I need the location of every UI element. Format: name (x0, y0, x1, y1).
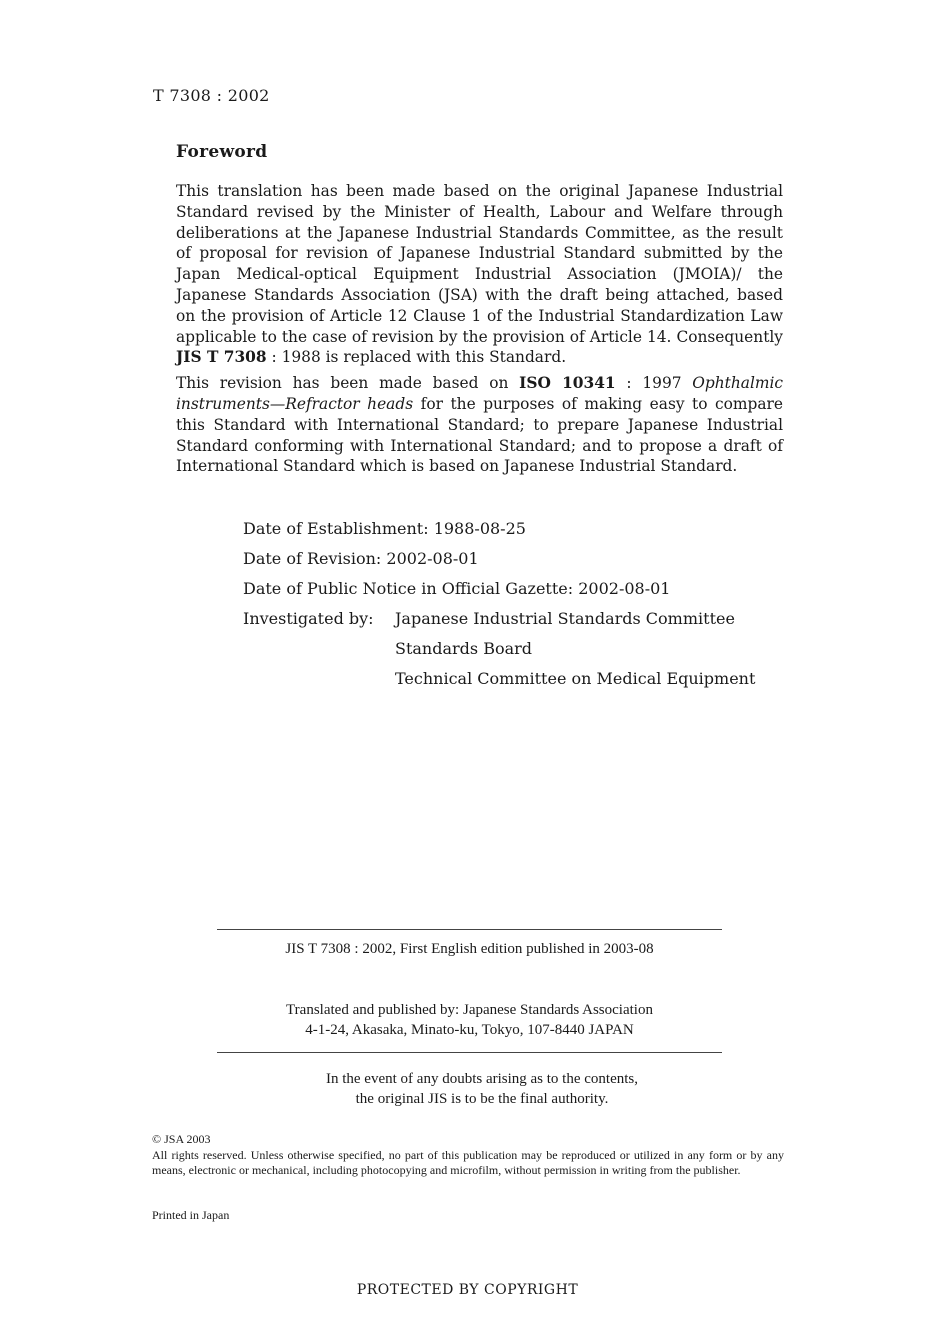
dates-block (243, 514, 755, 694)
standard-reference: JIS T 7308 (176, 348, 267, 367)
date-of-revision: Date of Revision: 2002-08-01 (243, 549, 479, 568)
paragraph-text: : 1988 is replaced with this Standard. (266, 348, 567, 367)
investigated-by-label: Investigated by: (243, 609, 374, 628)
copyright-footer: PROTECTED BY COPYRIGHT (356, 1282, 579, 1298)
rights-statement: All rights reserved. Unless otherwise specified, no part of this publication may be reproduced or utilized in any form or by any means, electronic or mechanical, including photocopying and microfilm, without permission in writing from the publisher. (152, 1147, 784, 1177)
iso-title: Ophthalmic instruments—Refractor heads (176, 374, 784, 413)
translated-by-line: Translated and published by: Japanese Standards Association (286, 1002, 653, 1018)
edition-line: JIS T 7308 : 2002, First English edition published in 2003-08 (285, 941, 654, 957)
foreword-paragraph-1 (176, 181, 783, 368)
date-of-public-notice: Date of Public Notice in Official Gazette: 2002-08-01 (243, 579, 671, 598)
copyright-line: © JSA 2003 (152, 1132, 211, 1146)
translated-by-block (217, 1000, 722, 1040)
paragraph-text: : 1997 (615, 374, 693, 393)
foreword-paragraph-2 (176, 373, 783, 477)
date-of-establishment: Date of Establishment: 1988-08-25 (243, 519, 526, 538)
publisher-address: 4-1-24, Akasaka, Minato-ku, Tokyo, 107-8440 JAPAN (305, 1022, 634, 1038)
foreword-heading: Foreword (176, 142, 268, 162)
investigator-line: Technical Committee on Medical Equipment (395, 669, 756, 688)
printed-in: Printed in Japan (152, 1208, 230, 1222)
investigator-line: Standards Board (395, 639, 533, 658)
divider-bottom (217, 1052, 722, 1053)
authority-notice (217, 1069, 747, 1109)
investigated-by-row (243, 604, 755, 634)
paragraph-text: This translation has been made based on the original Japanese Industrial Standard revised by the Minister of Health, Labour and Welfare through deliberations at the Japanese Industrial Standards Committee, as the result of proposal for revision of Japanese Industrial Standard submitted by the Japan Medical-optical Equipment Industrial Association (JMOIA)/ the Japanese Standards Association (JSA) with the draft being attached, based on the provision of Article 12 Clause 1 of the Industrial Standardization Law applicable to the case of revision by the provision of Article 14. Consequently (176, 182, 783, 346)
foreword-body (176, 181, 783, 482)
authority-notice-line: the original JIS is to be the final authority. (355, 1091, 609, 1107)
investigator-line: Japanese Industrial Standards Committee (395, 609, 735, 628)
legal-notice (152, 1132, 784, 1179)
iso-reference: ISO 10341 (519, 374, 616, 393)
paragraph-text: for the purposes of making easy to compare this Standard with International Standard; to prepare Japanese Industrial Standard conforming with International Standard; and to propose a draft of International Standard which is based on Japanese Industrial Standard. (176, 394, 784, 476)
paragraph-text: This revision has been made based on (176, 374, 520, 393)
divider-top (217, 929, 722, 930)
standard-number-header: T 7308 : 2002 (153, 86, 270, 105)
authority-notice-line: In the event of any doubts arising as to the contents, (325, 1071, 638, 1087)
